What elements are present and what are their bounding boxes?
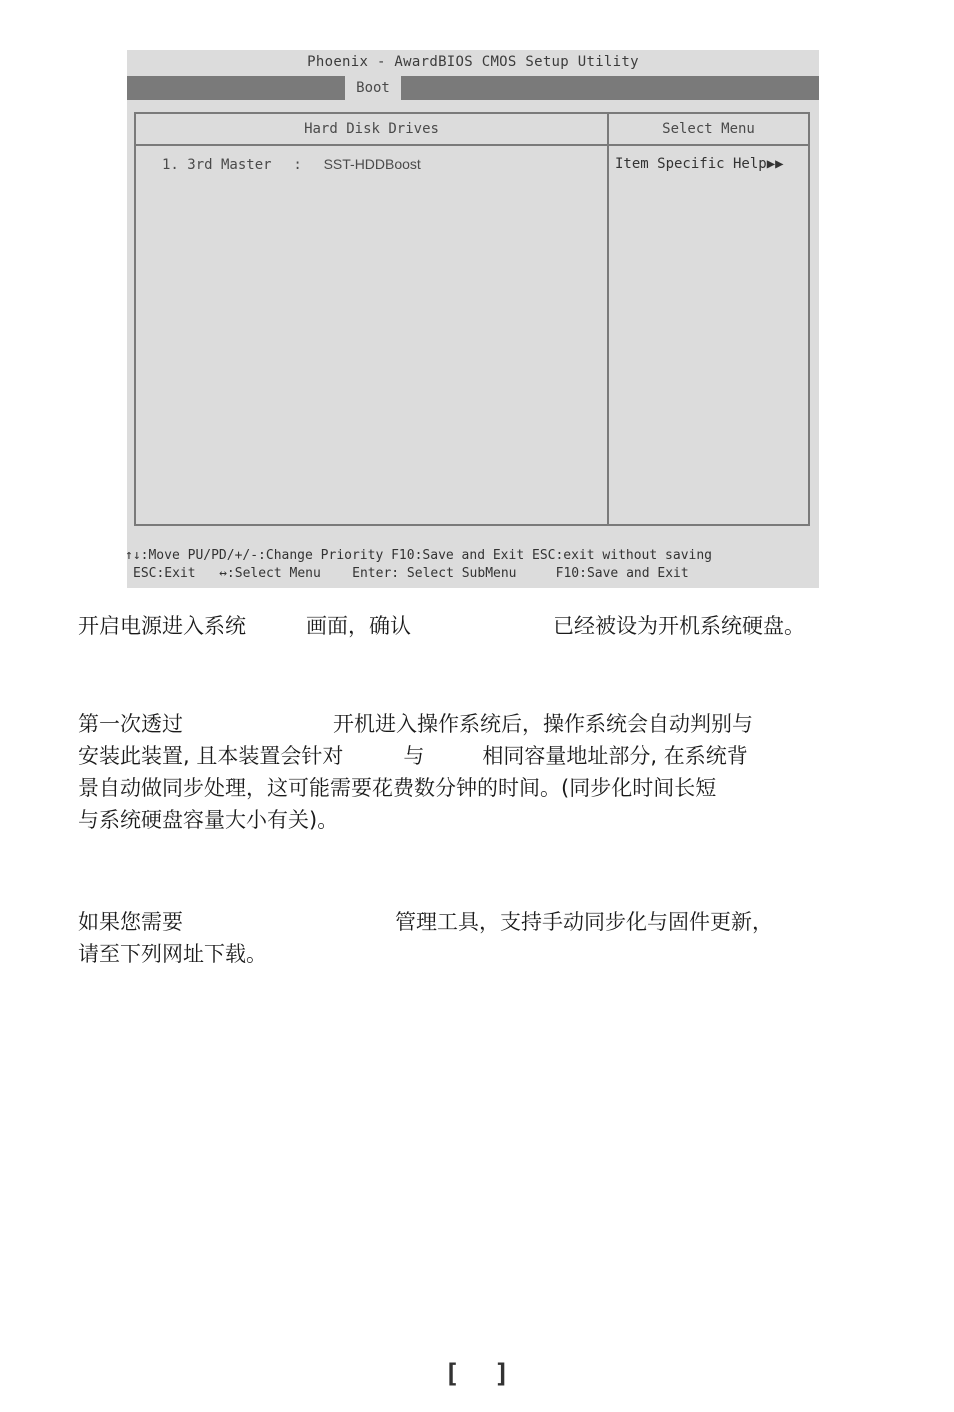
p2-line4: 与系统硬盘容量大小有关)。 [78,808,339,832]
select-menu-heading: Select Menu [662,121,755,137]
p3-line1-part1: 如果您需要 [78,910,183,934]
paragraph-confirm-boot-disk [78,610,898,642]
p1-part3: 已经被设为开机系统硬盘。 [553,614,805,638]
p1-part1: 开启电源进入系统 [78,614,246,638]
p2-line2-part2: 与 [403,744,425,768]
drive-entry-3rd-master[interactable] [162,154,421,174]
item-specific-help: Item Specific Help▶▶ [615,156,784,172]
page-number-bracket-right: ] [494,1359,510,1389]
bios-title: Phoenix - AwardBIOS CMOS Setup Utility [307,54,639,70]
p1-part2: 画面，确认 [306,614,411,638]
p3-line1-part2: 管理工具，支持手动同步化与固件更新， [395,910,773,934]
drive-entry-label: 1. 3rd Master [162,157,272,173]
p2-line3: 景自动做同步处理，这可能需要花费数分钟的时间。(同步化时间长短 [78,776,717,800]
bios-footer-line-1: ↑↓:Move PU/PD/+/-:Change Priority F10:Save and Exit ESC:exit without saving [125,548,712,563]
paragraph-management-tool [78,906,898,970]
drive-entry-separator: : [293,157,302,173]
p3-line2: 请至下列网址下载。 [78,942,267,966]
bios-screenshot [127,50,819,588]
bios-header-divider [136,144,808,146]
p3-line1 [78,906,898,938]
bios-footer-line-2: ESC:Exit ↔:Select Menu Enter: Select SubMenu F10:Save and Exit [133,566,689,581]
p2-line1 [78,708,898,740]
p2-line1-part1: 第一次透过 [78,712,183,736]
page-number-bracket-left: [ [444,1359,460,1389]
p2-line1-part2: 开机进入操作系统后，操作系统会自动判别与 [333,712,753,736]
tab-boot[interactable]: Boot [345,76,401,100]
p2-line2 [78,740,898,772]
hard-disk-drives-heading: Hard Disk Drives [304,121,439,137]
bios-panel [134,112,810,526]
bios-column-divider [607,114,609,524]
drive-entry-value: SST-HDDBoost [323,156,421,172]
paragraph-auto-sync [78,708,898,836]
p2-line2-part3: 相同容量地址部分, 在系统背 [482,744,748,768]
bios-tab-bar [127,76,819,100]
p2-line2-part1: 安装此装置, 且本装置会针对 [78,744,344,768]
